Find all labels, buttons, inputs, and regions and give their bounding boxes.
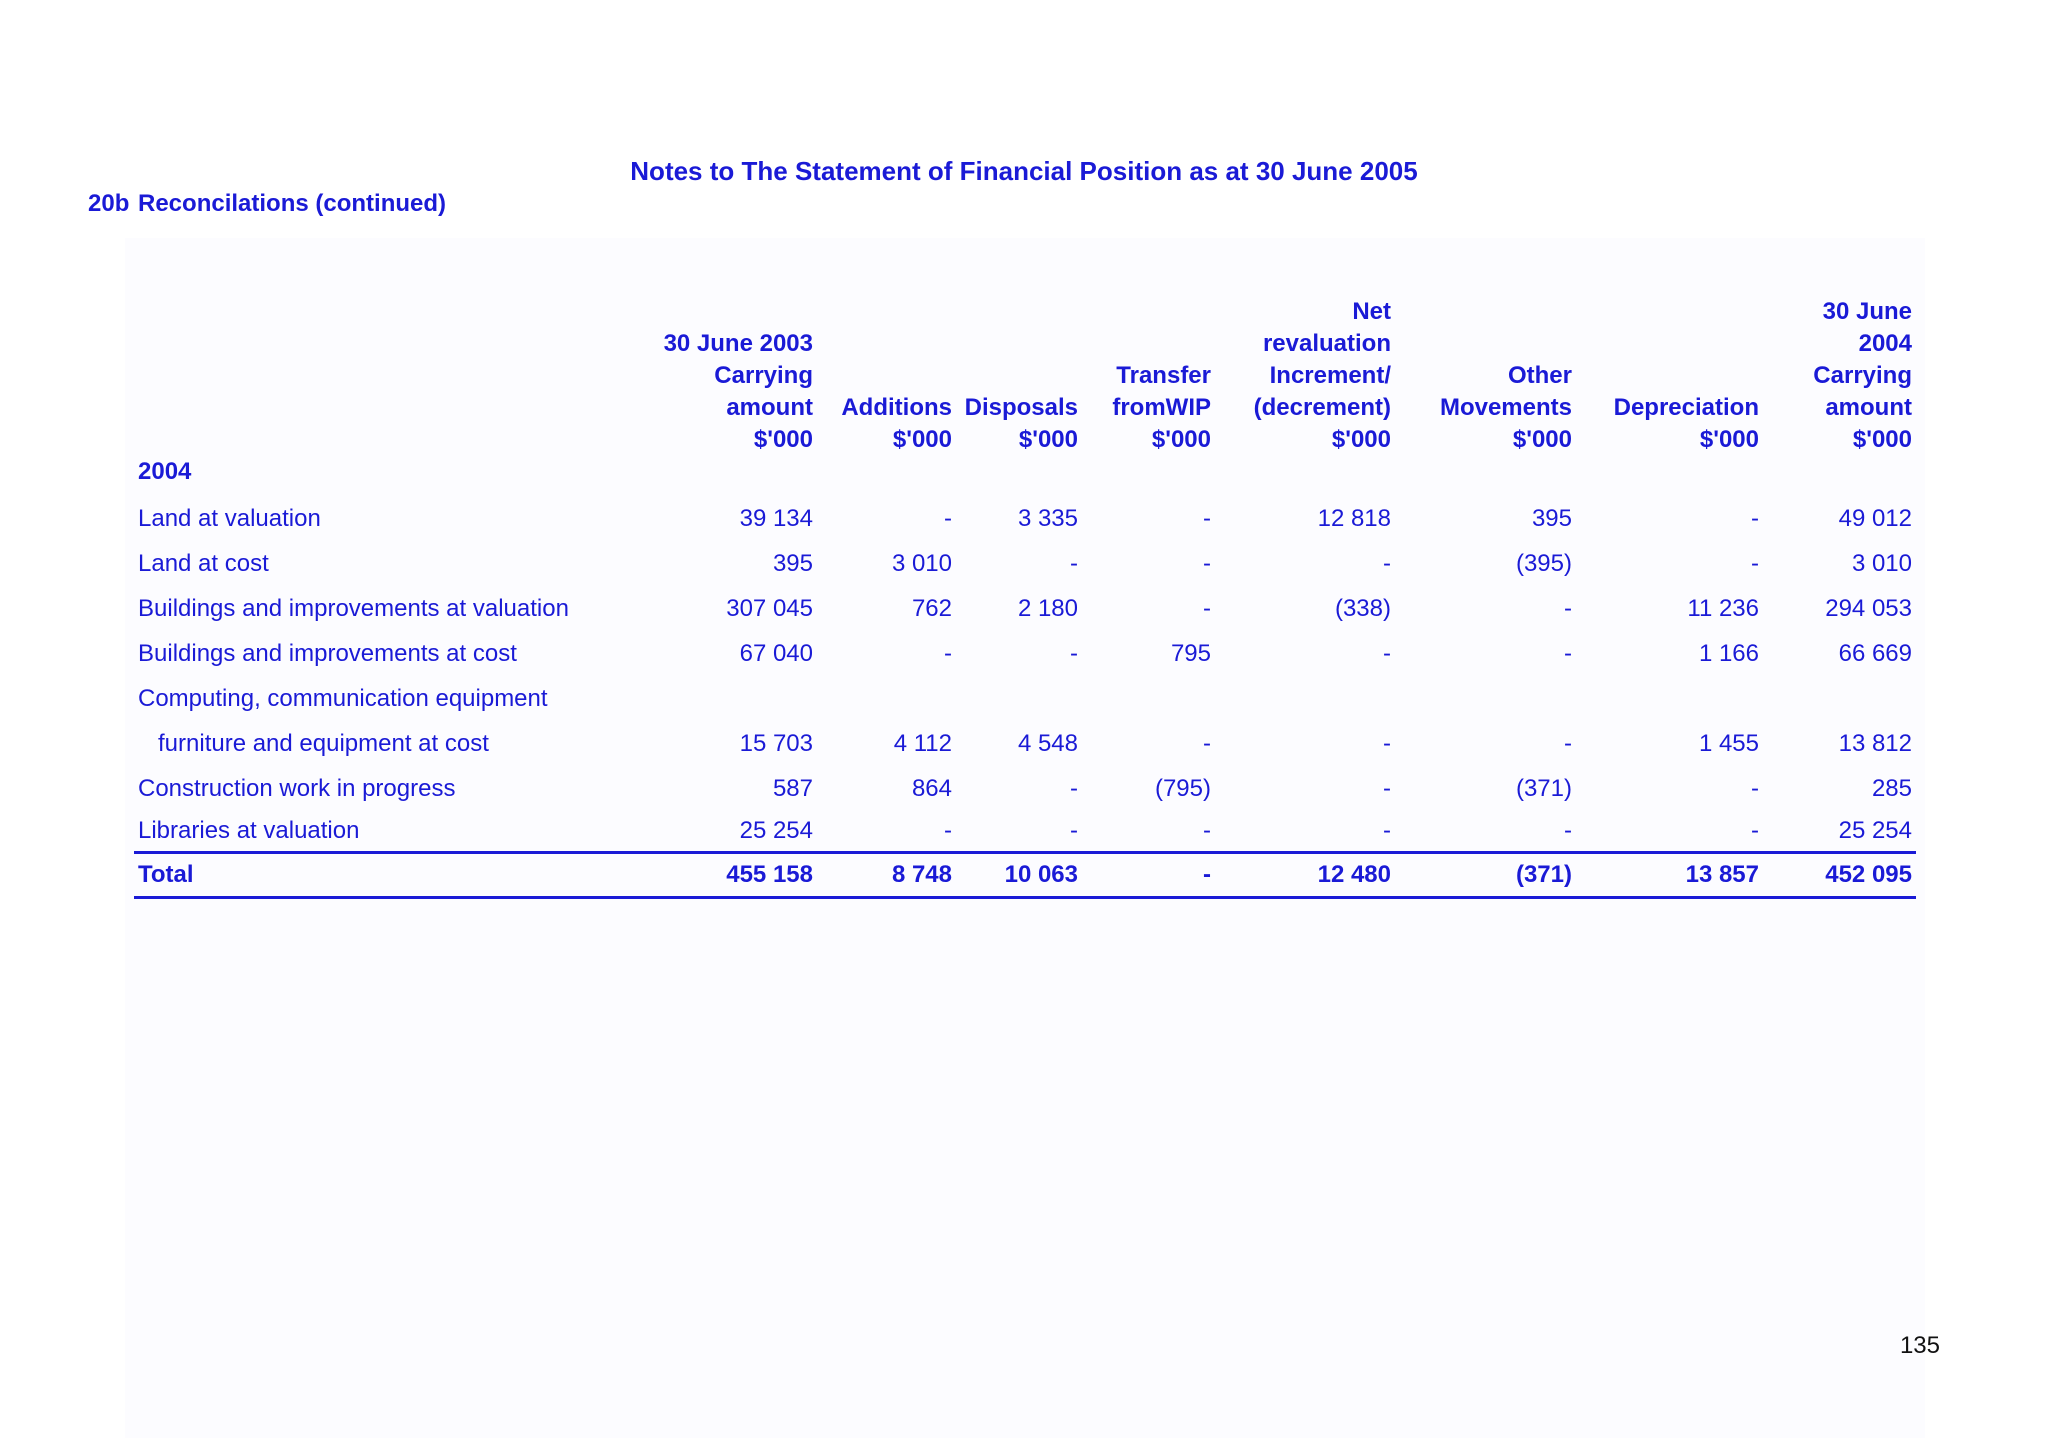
row-label: Construction work in progress	[138, 775, 456, 802]
cell-value	[1082, 676, 1215, 721]
cell-value: 395	[1531, 505, 1572, 532]
header-row	[134, 296, 1916, 456]
cell-value: 294 053	[1825, 595, 1912, 622]
cell-value: -	[1070, 775, 1078, 802]
cell-value: 587	[772, 775, 813, 802]
cell-value: (338)	[1334, 595, 1391, 622]
cell-value: -	[1082, 811, 1215, 853]
cell-value: (795)	[1154, 775, 1211, 802]
cell-value: -	[1395, 811, 1576, 853]
cell-value: 11 236	[1687, 595, 1759, 622]
total-value: 12 480	[1215, 853, 1395, 898]
cell-value: 795	[1170, 640, 1211, 667]
cell-value	[1576, 676, 1763, 721]
row-label: furniture and equipment at cost	[158, 730, 489, 757]
table-row	[134, 676, 1916, 721]
column-header-opening-carrying-amount: 30 June 2003 Carrying amount $'000	[663, 330, 813, 453]
column-header-net-revaluation: Net revaluation Increment/ (decrement) $'000	[1253, 298, 1391, 453]
page-title: Notes to The Statement of Financial Position as at 30 June 2005	[630, 156, 1418, 186]
cell-value: 864	[911, 775, 952, 802]
reconciliation-table	[134, 296, 1916, 899]
cell-value: -	[1383, 730, 1391, 757]
cell-value: 13 812	[1838, 730, 1912, 757]
total-value: 13 857	[1576, 853, 1763, 898]
cell-value: 49 012	[1838, 505, 1912, 532]
cell-value	[1395, 676, 1576, 721]
cell-value: 12 818	[1317, 505, 1391, 532]
cell-value: 66 669	[1838, 640, 1912, 667]
cell-value	[648, 676, 817, 721]
table-row	[134, 631, 1916, 676]
column-header-additions: Additions $'000	[841, 394, 952, 453]
table-row	[134, 496, 1916, 541]
cell-value: -	[1203, 730, 1211, 757]
row-label: Buildings and improvements at valuation	[138, 595, 569, 622]
cell-value: -	[817, 811, 956, 853]
section-number: 20b	[88, 190, 130, 217]
cell-value: -	[944, 505, 952, 532]
total-value: (371)	[1395, 853, 1576, 898]
cell-value: -	[1751, 505, 1759, 532]
row-label: Computing, communication equipment	[138, 685, 548, 712]
column-header-transfer-from-wip: Transfer fromWIP $'000	[1112, 362, 1211, 453]
column-header-other-movements: Other Movements $'000	[1439, 362, 1572, 453]
cell-value: -	[1070, 550, 1078, 577]
total-row	[134, 853, 1916, 898]
total-value: 10 063	[956, 853, 1082, 898]
cell-value: 67 040	[739, 640, 813, 667]
year-label: 2004	[138, 458, 192, 485]
row-label: Buildings and improvements at cost	[138, 640, 517, 667]
cell-value: -	[1751, 550, 1759, 577]
cell-value: 3 010	[891, 550, 952, 577]
table-body	[134, 496, 1916, 853]
cell-value: 25 254	[1763, 811, 1916, 853]
page-number: 135	[1899, 1332, 1940, 1359]
table-row	[134, 766, 1916, 811]
cell-value	[1763, 676, 1916, 721]
cell-value: 15 703	[739, 730, 813, 757]
cell-value: -	[956, 811, 1082, 853]
column-header-label	[134, 296, 648, 456]
table-row	[134, 541, 1916, 586]
cell-value: -	[1215, 811, 1395, 853]
column-header-depreciation: Depreciation $'000	[1613, 394, 1759, 453]
cell-value: 2 180	[1017, 595, 1078, 622]
table-row	[134, 586, 1916, 631]
cell-value: 1 455	[1698, 730, 1759, 757]
cell-value: 3 335	[1017, 505, 1078, 532]
cell-value: -	[1564, 730, 1572, 757]
cell-value: 307 045	[726, 595, 813, 622]
cell-value: 1 166	[1698, 640, 1759, 667]
column-header-closing-carrying-amount: 30 June 2004 Carrying amount $'000	[1813, 298, 1912, 453]
cell-value: -	[1203, 550, 1211, 577]
cell-value: 4 548	[1017, 730, 1078, 757]
cell-value: 285	[1871, 775, 1912, 802]
cell-value: 395	[772, 550, 813, 577]
cell-value: 39 134	[739, 505, 813, 532]
table-row	[134, 811, 1916, 853]
cell-value	[1215, 676, 1395, 721]
year-row	[134, 456, 1916, 496]
cell-value: -	[944, 640, 952, 667]
cell-value: 762	[911, 595, 952, 622]
total-value: 8 748	[817, 853, 956, 898]
cell-value: -	[1576, 811, 1763, 853]
total-value: -	[1082, 853, 1215, 898]
cell-value: -	[1564, 640, 1572, 667]
cell-value: -	[1203, 595, 1211, 622]
cell-value: -	[1070, 640, 1078, 667]
cell-value: -	[1383, 775, 1391, 802]
table-footer	[134, 853, 1916, 898]
cell-value	[956, 676, 1082, 721]
table-header	[134, 296, 1916, 496]
section-title: Reconcilations (continued)	[138, 190, 447, 217]
table-row	[134, 721, 1916, 766]
cell-value	[817, 676, 956, 721]
cell-value: -	[1751, 775, 1759, 802]
row-label: Land at valuation	[138, 505, 321, 532]
cell-value: -	[1203, 505, 1211, 532]
total-label: Total	[134, 853, 648, 898]
column-header-disposals: Disposals $'000	[964, 394, 1078, 453]
cell-value: (371)	[1515, 775, 1572, 802]
total-value: 455 158	[648, 853, 817, 898]
cell-value: -	[1383, 550, 1391, 577]
total-value: 452 095	[1763, 853, 1916, 898]
cell-value: -	[1383, 640, 1391, 667]
cell-value: 25 254	[648, 811, 817, 853]
cell-value: 4 112	[893, 730, 952, 757]
cell-value: (395)	[1515, 550, 1572, 577]
cell-value: -	[1564, 595, 1572, 622]
row-label: Libraries at valuation	[134, 811, 648, 853]
cell-value: 3 010	[1851, 550, 1912, 577]
row-label: Land at cost	[138, 550, 269, 577]
